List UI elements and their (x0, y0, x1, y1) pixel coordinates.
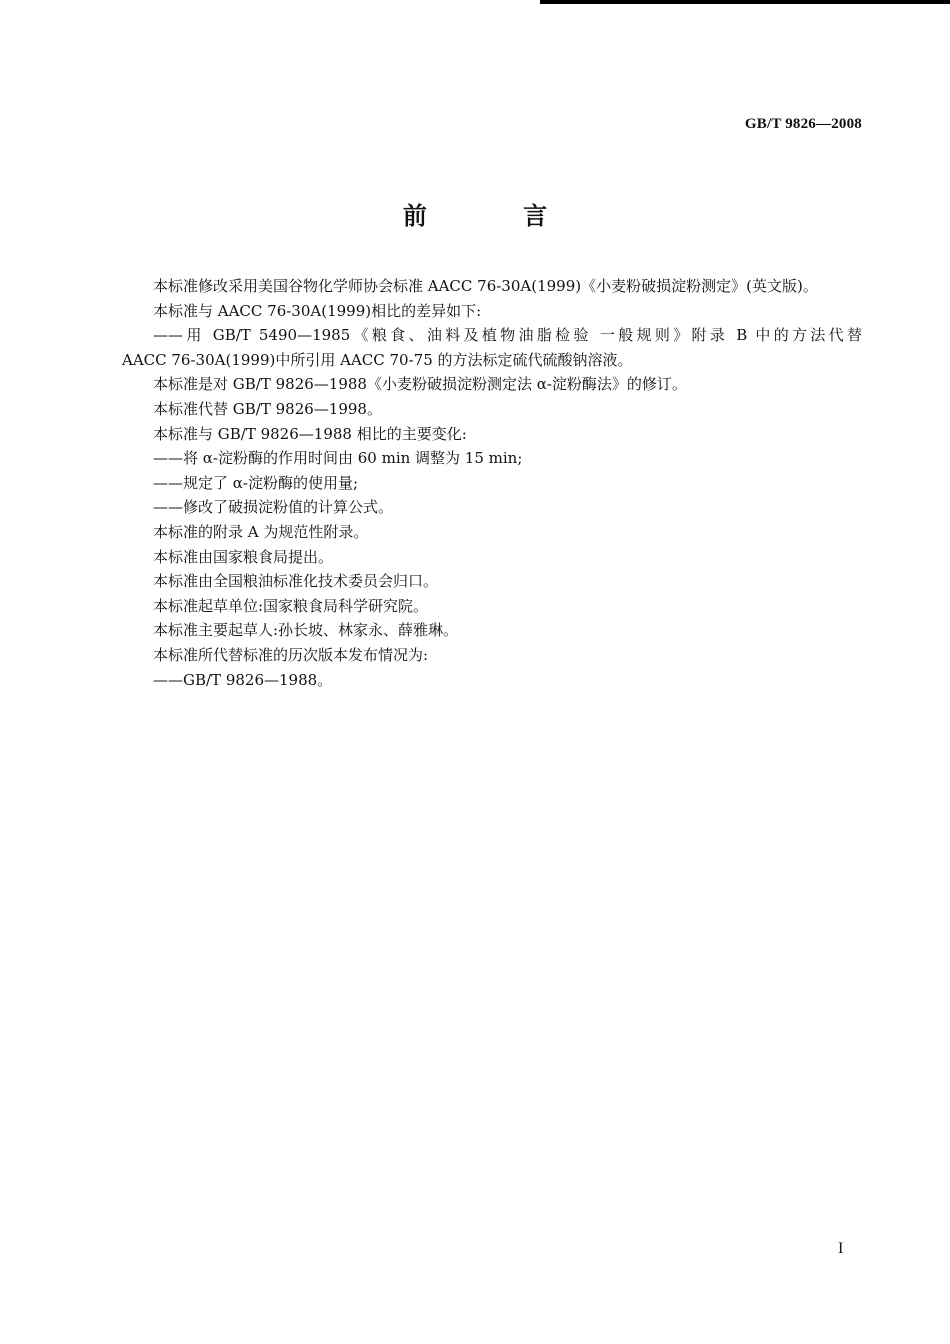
paragraph-line: 本标准主要起草人:孙长坡、林家永、薛雅琳。 (153, 621, 459, 640)
document-code: GB/T 9826—2008 (744, 116, 862, 132)
paragraph-line: ——GB/T 9826—1988。 (153, 670, 333, 689)
paragraph-line: 本标准代替 GB/T 9826—1998。 (153, 399, 382, 418)
page-title: 前 言 (402, 202, 592, 230)
paragraph-line: ——规定了 α-淀粉酶的使用量; (153, 473, 359, 492)
paragraph-line: 本标准起草单位:国家粮食局科学研究院。 (153, 596, 429, 615)
document-body (122, 274, 862, 692)
paragraph-line: 本标准是对 GB/T 9826—1988《小麦粉破损淀粉测定法 α-淀粉酶法》的修订。 (153, 375, 687, 394)
paragraph-line: AACC 76-30A(1999)中所引用 AACC 70-75 的方法标定硫代硫酸钠溶液。 (122, 350, 633, 369)
paragraph-line: ——修改了破损淀粉值的计算公式。 (153, 498, 394, 517)
paragraph-line: 本标准由全国粮油标准化技术委员会归口。 (153, 572, 439, 591)
page-number: I (838, 1240, 844, 1257)
paragraph-line: 本标准所代替标准的历次版本发布情况为: (153, 645, 429, 664)
paragraph-line: 本标准与 AACC 76-30A(1999)相比的差异如下: (153, 301, 482, 320)
paragraph-line: 本标准修改采用美国谷物化学师协会标准 AACC 76-30A(1999)《小麦粉破损淀粉测定》(英文版)。 (153, 277, 818, 295)
paragraph-line: 本标准的附录 A 为规范性附录。 (153, 522, 369, 541)
paragraph-line: ——将 α-淀粉酶的作用时间由 60 min 调整为 15 min; (153, 449, 523, 468)
paragraph-line: 本标准由国家粮食局提出。 (153, 547, 334, 566)
scan-edge-mark (540, 0, 950, 4)
paragraph-line: ——用 GB/T 5490—1985《粮食、油料及植物油脂检验 一般规则》附录 B 中的方法代替 (153, 326, 862, 345)
paragraph-line: 本标准与 GB/T 9826—1988 相比的主要变化: (153, 424, 467, 443)
